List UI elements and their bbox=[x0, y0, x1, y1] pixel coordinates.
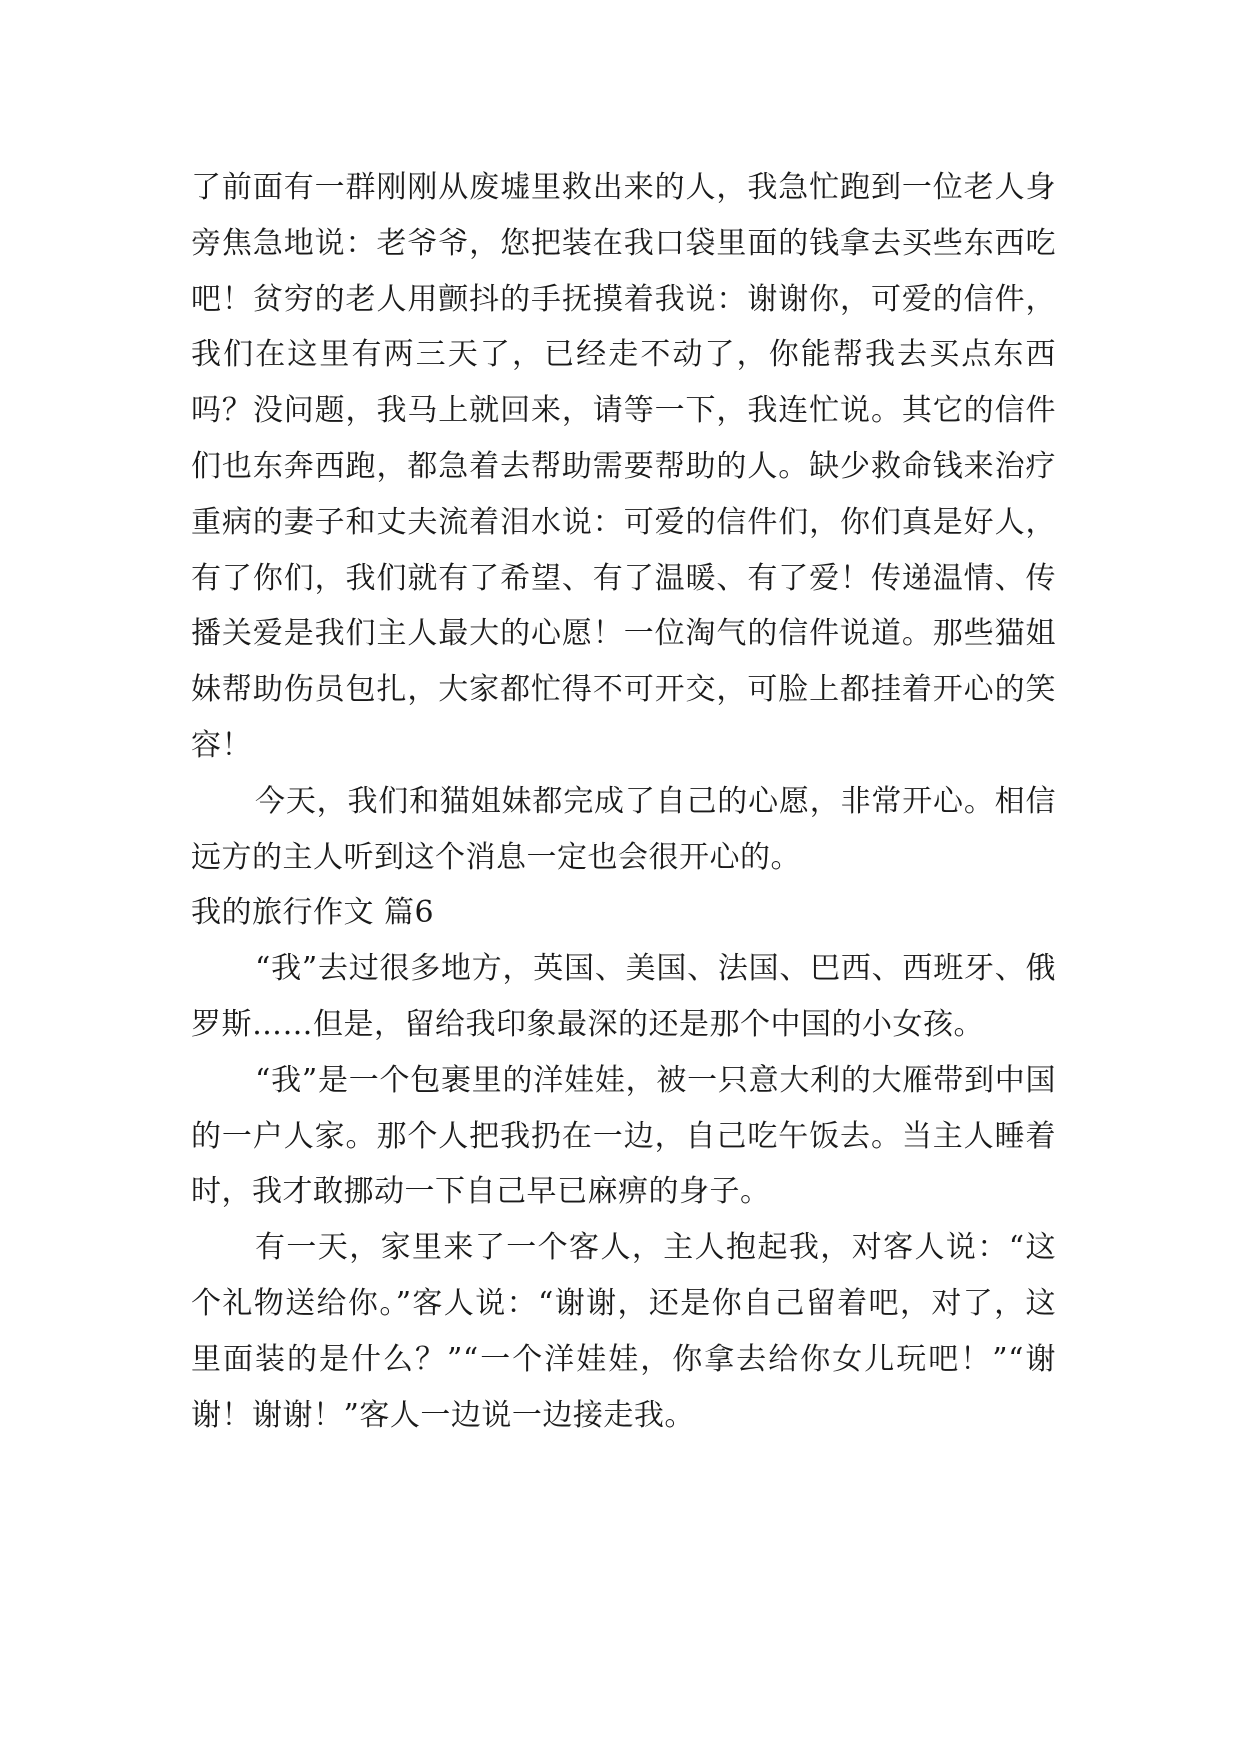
paragraph-places: “我”去过很多地方，英国、美国、法国、巴西、西班牙、俄罗斯……但是，留给我印象最深的还是那个中国的小女孩。 bbox=[191, 951, 1056, 1042]
paragraph-doll: “我”是一个包裹里的洋娃娃，被一只意大利的大雁带到中国的一户人家。那个人把我扔在一边，自己吃午饭去。当主人睡着时，我才敢挪动一下自己早已麻痹的身子。 bbox=[191, 1062, 1056, 1210]
paragraph-conclusion: 今天，我们和猫姐妹都完成了自己的心愿，非常开心。相信远方的主人听到这个消息一定也会很开心的。 bbox=[191, 783, 1056, 875]
document-body bbox=[191, 160, 1056, 1443]
paragraph-continued: 了前面有一群刚刚从废墟里救出来的人，我急忙跑到一位老人身旁焦急地说：老爷爷，您把装在我口袋里面的钱拿去买些东西吃吧！贫穷的老人用颤抖的手抚摸着我说：谢谢你，可爱的信件，我们在这里有两三天了，已经走不动了，你能帮我去买点东西吗？没问题，我马上就回来，请等一下，我连忙说。其它的信件们也东奔西跑，都急着去帮助需要帮助的人。缺少救命钱来治疗重病的妻子和丈夫流着泪水说：可爱的信件们，你们真是好人，有了你们，我们就有了希望、有了温暖、有了爱！传递温情、传播关爱是我们主人最大的心愿！一位淘气的信件说道。那些猫姐妹帮助伤员包扎，大家都忙得不可开交，可脸上都挂着开心的笑容！ bbox=[191, 170, 1056, 763]
section-heading: 我的旅行作文 篇6 bbox=[191, 895, 435, 931]
paragraph-guest: 有一天，家里来了一个客人，主人抱起我，对客人说：“这个礼物送给你。”客人说：“谢谢，还是你自己留着吧，对了，这里面装的是什么？”“一个洋娃娃，你拿去给你女儿玩吧！”“谢谢！谢谢！”客人一边说一边接走我。 bbox=[191, 1230, 1056, 1433]
